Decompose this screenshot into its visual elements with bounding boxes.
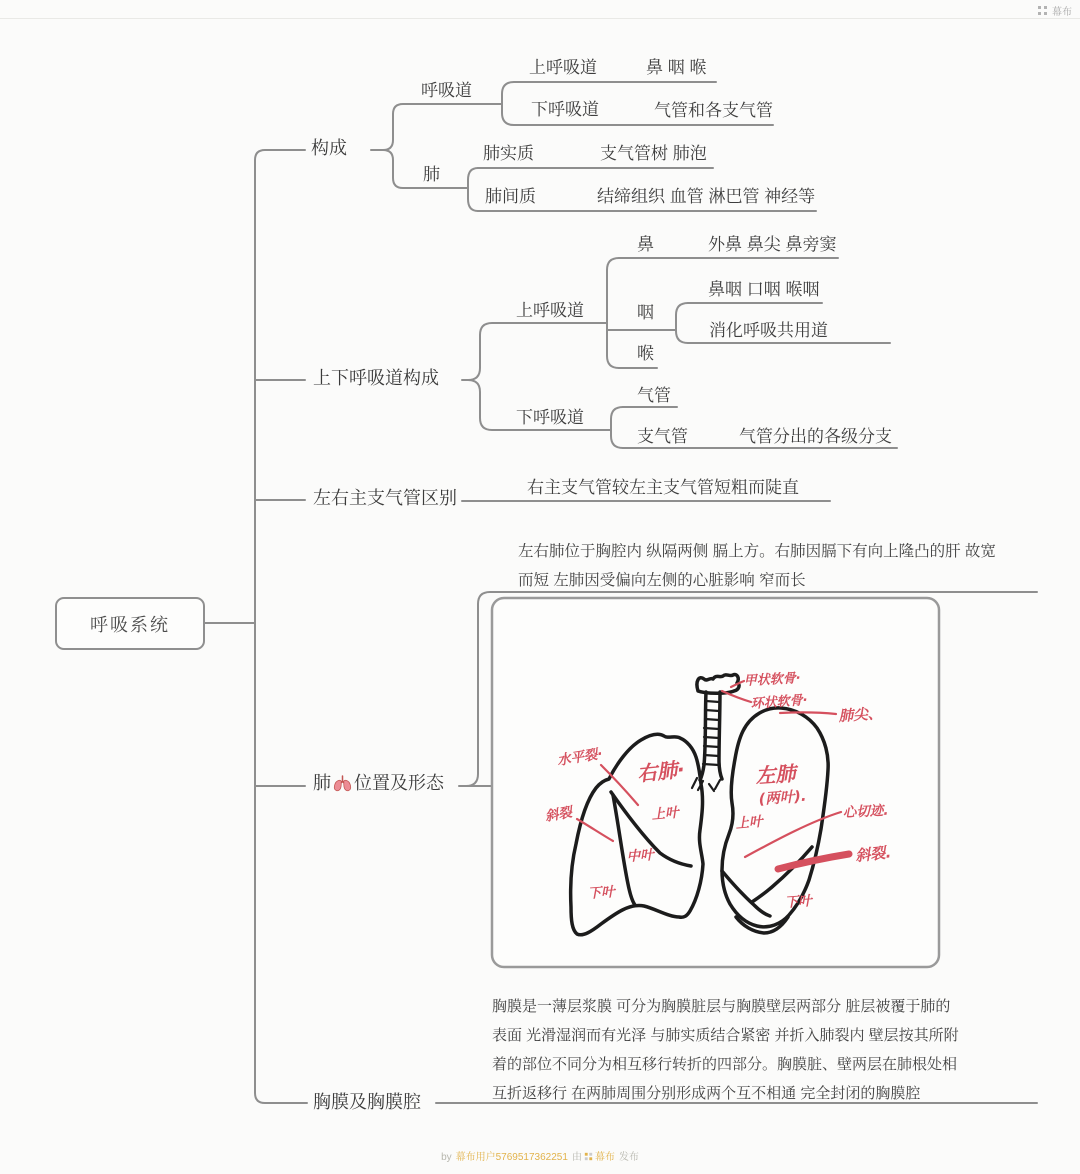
node-shangxia-goucheng: 上下呼吸道构成 — [313, 368, 439, 388]
connector-hxd-bracket — [502, 82, 514, 125]
sketch-label-middle-lobe: 中叶 — [626, 847, 655, 865]
value-feijianzhi: 结缔组织 血管 淋巴管 神经等 — [597, 187, 816, 206]
footer-via: 由 — [571, 1152, 582, 1163]
node-yan: 咽 — [637, 303, 654, 322]
node-huxidao: 呼吸道 — [421, 81, 472, 100]
lungs-emoji-icon — [333, 775, 352, 792]
node-zuoyou-qubie: 左右主支气管区别 — [313, 488, 457, 508]
sketch-label-right-lung: 右肺· — [636, 757, 686, 786]
value-yan: 鼻咽 口咽 喉咽 — [708, 280, 820, 299]
connector-yan-bracket — [676, 303, 688, 343]
sketch-label-oblique-fissure-right: 斜裂. — [854, 843, 892, 865]
footer-user-link[interactable]: 幕布用户5769517362251 — [455, 1152, 568, 1163]
node-shanghuxidao-1: 上呼吸道 — [529, 58, 597, 77]
connector-spine — [255, 150, 307, 1103]
value-zuoyou-qubie: 右主支气管较左主支气管短粗而陡直 — [527, 478, 799, 497]
b5-desc-line2: 表面 光滑湿润而有光泽 与肺实质结合紧密 并折入肺裂内 壁层按其所附 — [492, 1027, 959, 1044]
sketch-label-lung-apex: 肺尖、 — [838, 705, 883, 725]
sketch-label-upper-lobe-left: 上叶 — [734, 813, 764, 832]
connector-fei-bracket — [468, 168, 478, 211]
node-fei-weizhi-prefix: 肺 — [313, 773, 331, 793]
root-node — [55, 597, 205, 650]
connector-upper2-bracket — [607, 258, 619, 368]
node-xiahuxidao-2: 下呼吸道 — [516, 408, 584, 427]
node-feishizhi: 肺实质 — [483, 144, 534, 163]
sketch-label-lower-lobe-right: 下叶 — [587, 884, 616, 902]
brand-name: 幕布 — [1052, 7, 1072, 18]
b4-desc-line2: 而短 左肺因受偏向左侧的心脏影响 窄而长 — [518, 572, 806, 589]
sketch-label-lower-lobe-left: 下叶 — [784, 893, 813, 911]
node-xiahuxidao-1: 下呼吸道 — [531, 100, 599, 119]
b5-desc-line4: 互折返移行 在两肺周围分别形成两个互不相通 完全封闭的胸膜腔 — [492, 1085, 921, 1102]
node-fei-weizhi-suffix: 位置及形态 — [354, 773, 444, 793]
node-hou: 喉 — [637, 344, 654, 363]
value-bi-yan-hou: 鼻 咽 喉 — [646, 58, 707, 77]
sketch-label-thyroid-cartilage: 甲状软骨· — [743, 671, 802, 689]
value-zhiqiguan: 气管分出的各级分支 — [739, 427, 892, 446]
root-label: 呼吸系统 — [90, 614, 170, 635]
node-xiongmo: 胸膜及胸膜腔 — [313, 1092, 421, 1112]
footer — [0, 1148, 1080, 1163]
value-feishizhi: 支气管树 肺泡 — [600, 144, 707, 163]
sketch-label-left-lung: 左肺 — [754, 761, 797, 788]
sketch-frame — [492, 598, 939, 967]
sketch-label-oblique-fissure-left: 斜裂 — [543, 804, 574, 825]
sketch-label-horizontal-fissure: 水平裂· — [556, 746, 604, 769]
b4-desc-line1: 左右肺位于胸腔内 纵隔两侧 膈上方。右肺因膈下有向上隆凸的肝 故宽 — [518, 543, 996, 560]
b5-desc-line1: 胸膜是一薄层浆膜 可分为胸膜脏层与胸膜壁层两部分 脏层被覆于肺的 — [492, 998, 951, 1015]
value-bi: 外鼻 鼻尖 鼻旁窦 — [708, 235, 837, 254]
mubu-logo-icon-small — [584, 1152, 593, 1161]
b5-desc-line3: 着的部位不同分为相互移行转折的四部分。胸膜脏、壁两层在肺根处相 — [492, 1056, 958, 1073]
node-zhiqiguan: 支气管 — [637, 427, 688, 446]
sketch-label-left-lung-lobes: (两叶). — [758, 788, 807, 808]
node-qiguan: 气管 — [637, 386, 671, 405]
node-fei-weizhi-xingtai — [313, 774, 444, 793]
node-feijianzhi: 肺间质 — [485, 187, 536, 206]
footer-brand-link[interactable]: 幕布 — [594, 1152, 615, 1163]
node-shanghuxidao-2: 上呼吸道 — [516, 301, 584, 320]
value-qiguan-zhiqiguan: 气管和各支气管 — [654, 101, 773, 120]
sketch-label-cricoid-cartilage: 环状软骨· — [750, 693, 809, 712]
value-yan-note: 消化呼吸共用道 — [709, 321, 828, 340]
footer-by: by — [441, 1152, 452, 1163]
footer-action: 发布 — [618, 1152, 639, 1163]
sketch-label-cardiac-notch: 心切迹. — [842, 802, 889, 821]
connector-lower2-bracket — [611, 407, 623, 448]
node-fei: 肺 — [423, 165, 440, 184]
node-goucheng: 构成 — [311, 138, 347, 158]
node-bi: 鼻 — [637, 235, 654, 254]
sketch-label-upper-lobe-right: 上叶 — [650, 804, 680, 823]
connector-b2-up — [462, 323, 607, 380]
